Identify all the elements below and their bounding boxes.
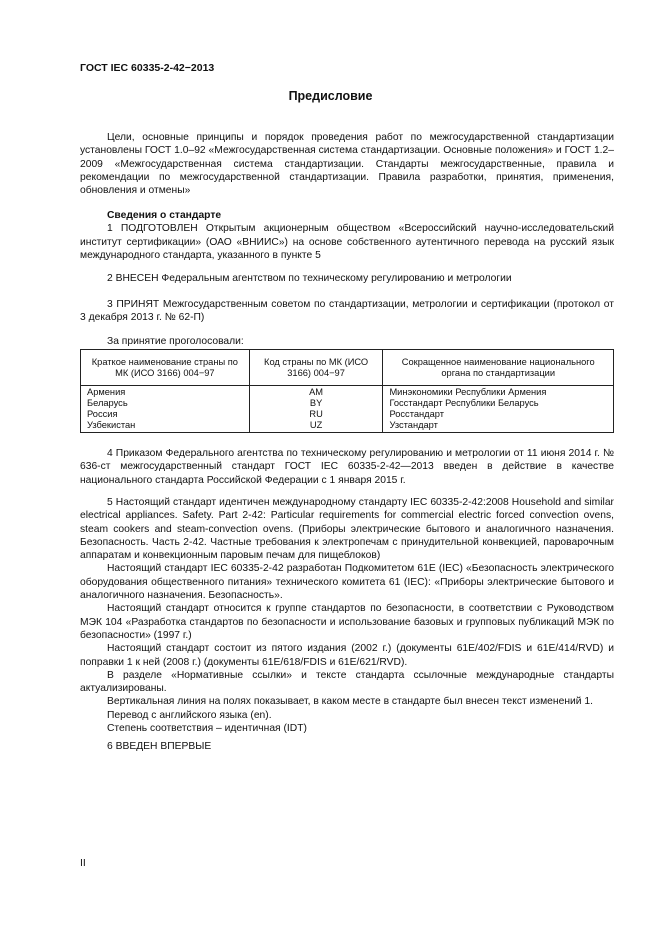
page-title: Предисловие (288, 89, 373, 103)
item-3: 3 ПРИНЯТ Межгосударственным советом по стандартизации, метрологии и сертификации (протокол от 3 декабря 2013 г. № 62-П) (80, 299, 614, 324)
item-5-paragraph: Настоящий стандарт состоит из пятого издания (2002 г.) (документы 61E/402/FDIS и 61E/414/RVD) и поправки 1 к ней (2008 г.) (документы 61E/618/FDIS и 61E/621/RVD). (80, 643, 614, 668)
table-cell: Узбекистан (87, 420, 136, 430)
table-cell: RU (309, 409, 323, 419)
table-header-code: Код страны по МК (ИСО 3166) 004−97 (249, 350, 383, 386)
member-countries-table (80, 349, 614, 433)
info-heading: Сведения о стандарте (107, 210, 222, 221)
item-5-paragraph: Настоящий стандарт IEC 60335-2-42 разработан Подкомитетом 61E (IEC) «Безопасность электрического оборудования общественного питания» технического комитета 61 (IEC): «Приборы электрические бытового и аналогичного назначения. Безопасность». (80, 563, 614, 602)
item-5-block (80, 496, 614, 735)
table-cell: Росстандарт (389, 409, 444, 419)
item-3-block (80, 298, 614, 325)
standard-info-block (80, 209, 614, 262)
page-number: II (80, 857, 86, 869)
vote-label-block (80, 335, 614, 348)
table-cell: AM (309, 387, 324, 397)
table-header-country: Краткое наименование страны по МК (ИСО 3166) 004−97 (81, 350, 250, 386)
item-6-block (80, 740, 614, 753)
table-cell: Узстандарт (389, 420, 438, 430)
table-cell: Минэкономики Республики Армения (389, 387, 547, 397)
item-2-block (80, 272, 614, 285)
item-6: 6 ВВЕДЕН ВПЕРВЫЕ (107, 741, 212, 752)
table-cell: Армения (87, 387, 126, 397)
vote-label: За принятие проголосовали: (107, 336, 244, 347)
item-4: 4 Приказом Федерального агентства по техническому регулированию и метрологии от 11 июня 2014 г. № 636-ст межгосударственный стандарт ГОСТ IEC 60335-2-42—2013 введен в действие в качестве национального стандарта Российской Федерации с 1 января 2015 г. (80, 448, 614, 486)
table-header-body: Сокращенное наименование национального органа по стандартизации (383, 350, 614, 386)
item-5-paragraph: В разделе «Нормативные ссылки» и тексте стандарта ссылочные международные стандарты актуализированы. (80, 669, 614, 695)
table-cell: BY (309, 398, 323, 408)
item-5-paragraph: Настоящий стандарт относится к группе стандартов по безопасности, в соответствии с Руководством МЭК 104 «Разработка стандартов по безопасности и использование базовых и групповых публикаций МЭК по безопасности» (1997 г.) (80, 603, 614, 641)
item-4-block (80, 447, 614, 487)
item-5-paragraph: Степень соответствия – идентичная (IDT) (107, 723, 307, 735)
table-cell: Беларусь (87, 398, 128, 408)
document-header-id: ГОСТ IEC 60335-2-42−2013 (80, 62, 215, 74)
item-1: 1 ПОДГОТОВЛЕН Открытым акционерным обществом «Всероссийский научно-исследовательский институт сертификации» (ОАО «ВНИИС») на основе собственного аутентичного перевода на русский язык международного стандарта, указанного в пункте 5 (80, 223, 614, 261)
table-cell-countries (81, 386, 250, 433)
table-cell: Госстандарт Республики Беларусь (389, 398, 539, 408)
intro-block (80, 131, 614, 197)
item-5-paragraph: Перевод с английского языка (en). (107, 709, 272, 721)
table-cell-bodies (383, 386, 614, 433)
item-5-paragraph: 5 Настоящий стандарт идентичен международному стандарту IEC 60335-2-42:2008 Household and similar electrical appliances. Safety. Part 2-42: Particular requirements for commercial electric forced convection ovens, steam cookers and steam-convection ovens. (Приборы электрические бытового и аналогичного назначения. Безопасность. Часть 2-42. Частные требования к электропечам с принудительной конвекцией, пароварочным аппаратам и конвекционным паровым печам для пищеблоков) (80, 497, 614, 562)
table-cell: UZ (309, 420, 323, 430)
table-cell: Россия (87, 409, 118, 419)
intro-paragraph: Цели, основные принципы и порядок проведения работ по межгосударственной стандартизации установлены ГОСТ 1.0–92 «Межгосударственная система стандартизации. Основные положения» и ГОСТ 1.2–2009 «Межгосударственная система стандартизации. Стандарты межгосударственные, правила и рекомендации по межгосударственной стандартизации. Правила разработки, принятия, применения, обновления и отмены» (80, 132, 614, 197)
table-cell-codes (249, 386, 383, 433)
item-2: 2 ВНЕСЕН Федеральным агентством по техническому регулированию и метрологии (107, 273, 512, 284)
item-5-paragraph: Вертикальная линия на полях показывает, в каком месте в стандарте был внесен текст изменений 1. (107, 696, 593, 708)
